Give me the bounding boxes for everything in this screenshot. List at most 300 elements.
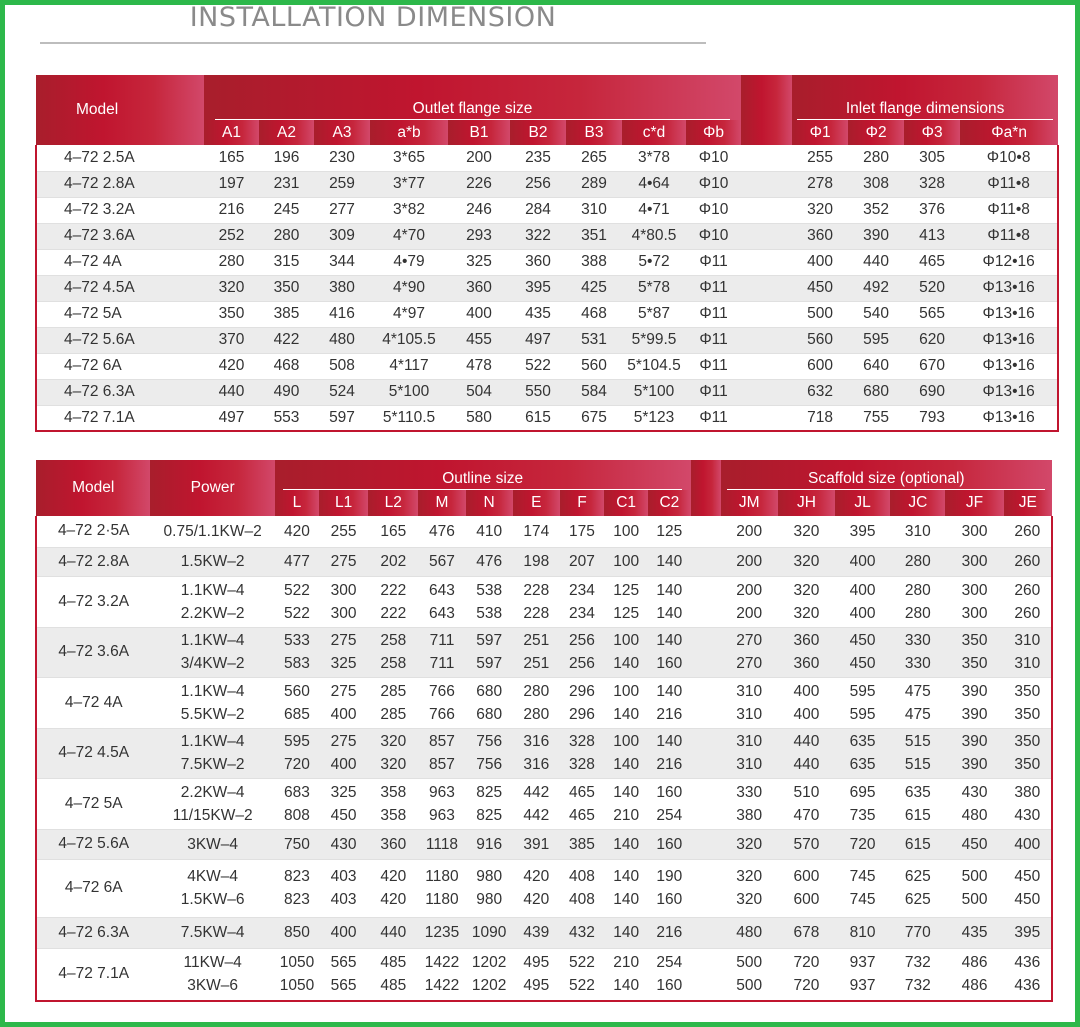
scaffold-value-cell-line: 600 — [793, 891, 820, 908]
outline-value-cell — [604, 778, 648, 829]
outlet-value-cell: 325 — [448, 249, 510, 275]
outlet-value-cell: 4*80.5 — [622, 223, 686, 249]
scaffold-value-cell-line: 475 — [904, 705, 931, 723]
outline-value-cell — [466, 627, 513, 677]
scaffold-value-cell-line: 615 — [904, 806, 931, 824]
model-cell: 4–72 5.6A — [36, 829, 150, 859]
outline-value-cell — [560, 948, 604, 1001]
outlet-value-cell: 216 — [204, 197, 259, 223]
outlet-value-cell: 420 — [204, 353, 259, 379]
scaffold-value-cell-line: 475 — [904, 682, 931, 700]
model-cell: 4–72 4.5A — [36, 275, 204, 301]
inlet-value-cell: 352 — [848, 197, 904, 223]
outline-value-cell — [513, 728, 560, 778]
table-row — [36, 917, 1052, 948]
outline-value-cell-line: 400 — [330, 756, 357, 773]
outline-value-cell-line: 358 — [380, 806, 407, 824]
outline-value-cell — [648, 576, 690, 627]
model-header: Model — [36, 75, 204, 145]
outline-value-cell-line: 583 — [284, 655, 310, 672]
inlet-value-cell: 390 — [848, 223, 904, 249]
scaffold-value-cell-line: 310 — [736, 756, 763, 773]
scaffold-value-cell-line: 260 — [1014, 553, 1041, 570]
outlet-value-cell: 5*100 — [370, 379, 448, 405]
table-row — [36, 859, 1052, 917]
outline-value-cell-line: 391 — [523, 835, 550, 853]
outline-value-cell-line: 256 — [569, 655, 595, 672]
outline-value-cell — [648, 728, 690, 778]
spacer-cell — [691, 627, 721, 677]
scaffold-column-header: JF — [945, 490, 1003, 516]
inlet-value-cell: 565 — [904, 301, 960, 327]
outline-column-header: C2 — [648, 490, 690, 516]
inlet-value-cell: Φ13•16 — [960, 379, 1058, 405]
spacer-cell — [691, 547, 721, 576]
scaffold-value-cell-line: 320 — [793, 604, 820, 622]
outline-value-cell-line: 325 — [330, 655, 357, 672]
spacer-cell — [691, 516, 721, 547]
outline-value-cell — [418, 778, 465, 829]
outline-value-cell-line: 160 — [656, 655, 683, 672]
outline-value-cell — [513, 516, 560, 547]
outline-value-cell — [466, 948, 513, 1001]
outlet-value-cell: 320 — [204, 275, 259, 301]
spacer-cell — [741, 171, 792, 197]
scaffold-value-cell — [778, 576, 835, 627]
scaffold-value-cell — [835, 516, 890, 547]
inlet-value-cell: 600 — [792, 353, 848, 379]
inlet-column-header: Φ1 — [792, 120, 848, 145]
outline-value-cell-line: 216 — [656, 705, 683, 723]
outlet-value-cell: Φ11 — [686, 379, 741, 405]
scaffold-value-cell — [945, 829, 1003, 859]
power-cell — [150, 576, 274, 627]
outline-value-cell-line: 234 — [569, 604, 595, 622]
power-cell — [150, 829, 274, 859]
scaffold-value-cell-line: 300 — [961, 581, 988, 599]
outline-value-cell-line: 140 — [656, 581, 683, 599]
spacer-cell — [741, 223, 792, 249]
power-cell-line: 1.5KW–6 — [180, 891, 245, 908]
outline-value-cell-line: 251 — [523, 655, 550, 672]
outline-value-cell — [604, 829, 648, 859]
spacer-cell — [741, 301, 792, 327]
scaffold-group-label: Scaffold size (optional) — [727, 470, 1045, 490]
scaffold-value-cell-line: 450 — [849, 632, 876, 649]
power-cell-line: 11KW–4 — [183, 954, 242, 972]
inlet-value-cell: Φ10•8 — [960, 145, 1058, 171]
inlet-value-cell: 595 — [848, 327, 904, 353]
scaffold-value-cell — [778, 829, 835, 859]
scaffold-value-cell — [945, 917, 1003, 948]
outlet-value-cell: 230 — [314, 145, 370, 171]
outlet-value-cell: 388 — [566, 249, 622, 275]
outlet-value-cell: 4•64 — [622, 171, 686, 197]
scaffold-value-cell — [890, 948, 945, 1001]
outline-value-cell-line: 275 — [330, 682, 357, 700]
scaffold-value-cell-line: 320 — [793, 553, 820, 570]
scaffold-value-cell-line: 400 — [849, 581, 876, 599]
outline-value-cell — [466, 576, 513, 627]
outline-value-cell-line: 234 — [569, 581, 595, 599]
power-cell-line: 3KW–6 — [187, 977, 239, 995]
outline-value-cell-line: 720 — [284, 756, 310, 773]
outline-value-cell — [418, 728, 465, 778]
outline-value-cell-line: 538 — [476, 581, 503, 599]
outline-value-cell-line: 222 — [380, 581, 407, 599]
outlet-value-cell: 531 — [566, 327, 622, 353]
outlet-value-cell: Φ11 — [686, 405, 741, 431]
scaffold-value-cell-line: 436 — [1014, 954, 1041, 972]
scaffold-value-cell-line: 260 — [1014, 522, 1041, 540]
scaffold-value-cell-line: 635 — [904, 783, 931, 801]
outline-value-cell — [604, 576, 648, 627]
outlet-value-cell: 252 — [204, 223, 259, 249]
outline-value-cell-line: 296 — [569, 682, 595, 700]
header-gap — [741, 120, 792, 145]
scaffold-value-cell — [778, 917, 835, 948]
scaffold-value-cell-line: 937 — [849, 954, 876, 972]
power-cell-line: 1.1KW–4 — [180, 632, 245, 649]
scaffold-column-header: JM — [721, 490, 778, 516]
scaffold-value-cell-line: 732 — [904, 977, 931, 995]
scaffold-value-cell-line: 310 — [736, 733, 763, 750]
inlet-value-cell: 718 — [792, 405, 848, 431]
outline-value-cell-line: 160 — [656, 891, 683, 908]
scaffold-value-cell — [890, 859, 945, 917]
outline-value-cell-line: 857 — [429, 733, 455, 750]
scaffold-value-cell-line: 720 — [793, 977, 820, 995]
scaffold-value-cell-line: 310 — [904, 522, 931, 540]
outline-value-cell — [513, 677, 560, 728]
scaffold-value-cell-line: 470 — [793, 806, 820, 824]
outline-column-header: L2 — [368, 490, 418, 516]
scaffold-value-cell-line: 745 — [849, 868, 876, 885]
outlet-value-cell: Φ11 — [686, 353, 741, 379]
inlet-value-cell: 560 — [792, 327, 848, 353]
scaffold-value-cell — [945, 948, 1003, 1001]
outline-value-cell — [513, 576, 560, 627]
outlet-value-cell: 425 — [566, 275, 622, 301]
inlet-value-cell: Φ11•8 — [960, 197, 1058, 223]
table-row — [36, 223, 1058, 249]
inlet-value-cell: 280 — [848, 145, 904, 171]
scaffold-value-cell-line: 320 — [736, 868, 763, 885]
outline-value-cell — [560, 917, 604, 948]
power-cell — [150, 917, 274, 948]
scaffold-value-cell-line: 350 — [961, 655, 988, 672]
power-cell — [150, 948, 274, 1001]
scaffold-value-cell — [778, 627, 835, 677]
outline-value-cell-line: 358 — [380, 783, 407, 801]
model-cell: 4–72 3.2A — [36, 576, 150, 627]
outline-value-cell — [560, 677, 604, 728]
scaffold-column-header: JC — [890, 490, 945, 516]
outline-value-cell-line: 1180 — [425, 891, 459, 908]
scaffold-value-cell — [1004, 627, 1052, 677]
outline-value-cell-line: 495 — [523, 954, 550, 972]
scaffold-value-cell — [1004, 677, 1052, 728]
outline-value-cell-line: 477 — [284, 553, 310, 570]
inlet-value-cell: 632 — [792, 379, 848, 405]
outlet-value-cell: 504 — [448, 379, 510, 405]
outline-value-cell — [368, 516, 418, 547]
outline-value-cell-line: 400 — [330, 705, 357, 723]
model-cell: 4–72 2.8A — [36, 547, 150, 576]
outlet-value-cell: Φ10 — [686, 145, 741, 171]
power-header: Power — [150, 460, 274, 516]
scaffold-value-cell-line: 440 — [793, 733, 820, 750]
outline-value-cell — [368, 728, 418, 778]
scaffold-value-cell-line: 395 — [849, 522, 876, 540]
scaffold-value-cell-line: 310 — [736, 682, 763, 700]
scaffold-value-cell — [721, 948, 778, 1001]
inlet-column-header: Φ2 — [848, 120, 904, 145]
outline-value-cell — [513, 547, 560, 576]
outline-value-cell — [418, 829, 465, 859]
outline-value-cell — [604, 627, 648, 677]
outline-value-cell-line: 280 — [523, 682, 550, 700]
scaffold-value-cell-line: 436 — [1014, 977, 1041, 995]
power-cell-line: 1.1KW–4 — [180, 682, 245, 700]
scaffold-value-cell — [1004, 516, 1052, 547]
outline-value-cell — [466, 917, 513, 948]
inlet-group-label: Inlet flange dimensions — [797, 100, 1052, 120]
scaffold-value-cell-line: 395 — [1014, 924, 1041, 941]
table-row — [36, 327, 1058, 353]
inlet-value-cell: 440 — [848, 249, 904, 275]
outline-value-cell — [319, 948, 368, 1001]
scaffold-value-cell-line: 937 — [849, 977, 876, 995]
outline-value-cell-line: 160 — [656, 835, 683, 853]
inlet-value-cell: 400 — [792, 249, 848, 275]
power-cell-line: 5.5KW–2 — [180, 705, 245, 723]
scaffold-value-cell — [835, 547, 890, 576]
outline-value-cell — [513, 859, 560, 917]
outline-value-cell-line: 228 — [523, 581, 550, 599]
outline-value-cell-line: 711 — [429, 632, 455, 649]
outline-value-cell-line: 680 — [476, 705, 503, 723]
outline-value-cell-line: 403 — [330, 868, 357, 885]
outlet-value-cell: 597 — [314, 405, 370, 431]
outline-value-cell — [418, 547, 465, 576]
power-cell-line: 1.1KW–4 — [180, 733, 245, 750]
outlet-value-cell: 280 — [204, 249, 259, 275]
spacer-cell — [691, 778, 721, 829]
scaffold-value-cell — [778, 948, 835, 1001]
scaffold-value-cell — [721, 576, 778, 627]
outline-value-cell-line: 403 — [330, 891, 357, 908]
scaffold-column-header: JE — [1004, 490, 1052, 516]
outlet-value-cell: 310 — [566, 197, 622, 223]
outline-value-cell-line: 980 — [476, 868, 503, 885]
outline-value-cell-line: 210 — [613, 954, 640, 972]
outline-value-cell-line: 420 — [380, 891, 407, 908]
scaffold-value-cell — [890, 829, 945, 859]
outline-value-cell — [368, 859, 418, 917]
scaffold-value-cell-line: 515 — [904, 733, 931, 750]
scaffold-value-cell-line: 200 — [736, 522, 763, 540]
scaffold-value-cell — [721, 547, 778, 576]
outline-value-cell — [648, 829, 690, 859]
outline-value-cell-line: 643 — [429, 581, 455, 599]
outlet-value-cell: 265 — [566, 145, 622, 171]
scaffold-value-cell-line: 200 — [736, 604, 763, 622]
outline-value-cell-line: 210 — [613, 806, 640, 824]
scaffold-value-cell — [1004, 547, 1052, 576]
table-row — [36, 677, 1052, 728]
outline-value-cell — [560, 516, 604, 547]
outlet-value-cell: 360 — [510, 249, 566, 275]
scaffold-value-cell — [945, 516, 1003, 547]
scaffold-value-cell-line: 390 — [961, 756, 988, 773]
inlet-value-cell: 500 — [792, 301, 848, 327]
scaffold-value-cell — [778, 728, 835, 778]
power-cell-line: 7.5KW–4 — [180, 924, 245, 941]
outline-value-cell-line: 300 — [330, 581, 357, 599]
outline-value-cell-line: 140 — [613, 705, 640, 723]
table-row — [36, 353, 1058, 379]
outline-value-cell — [319, 829, 368, 859]
outlet-value-cell: 497 — [510, 327, 566, 353]
scaffold-value-cell — [778, 516, 835, 547]
inlet-column-header: Φa*n — [960, 120, 1058, 145]
outlet-value-cell: 468 — [259, 353, 314, 379]
outline-value-cell-line: 100 — [613, 733, 640, 750]
scaffold-value-cell-line: 300 — [961, 553, 988, 570]
scaffold-value-cell — [1004, 778, 1052, 829]
outline-value-cell-line: 476 — [476, 553, 503, 570]
outline-value-cell — [275, 547, 319, 576]
scaffold-value-cell-line: 595 — [849, 682, 876, 700]
outline-value-cell-line: 567 — [429, 553, 455, 570]
scaffold-column-header: JL — [835, 490, 890, 516]
outline-value-cell — [560, 778, 604, 829]
outline-column-header: E — [513, 490, 560, 516]
table-row — [36, 379, 1058, 405]
outlet-value-cell: 350 — [259, 275, 314, 301]
outlet-column-header: Φb — [686, 120, 741, 145]
spacer-cell — [691, 677, 721, 728]
outlet-value-cell: 675 — [566, 405, 622, 431]
inlet-value-cell: Φ13•16 — [960, 275, 1058, 301]
outlet-value-cell: 235 — [510, 145, 566, 171]
outline-value-cell-line: 476 — [429, 522, 455, 540]
outline-value-cell-line: 100 — [613, 522, 640, 540]
outlet-value-cell: 165 — [204, 145, 259, 171]
inlet-value-cell: 670 — [904, 353, 960, 379]
outline-value-cell-line: 485 — [380, 977, 407, 995]
outlet-value-cell: 440 — [204, 379, 259, 405]
outlet-value-cell: 370 — [204, 327, 259, 353]
outline-value-cell — [513, 778, 560, 829]
scaffold-value-cell — [890, 547, 945, 576]
scaffold-value-cell-line: 280 — [904, 553, 931, 570]
outlet-value-cell: 226 — [448, 171, 510, 197]
outline-value-cell — [648, 677, 690, 728]
inlet-value-cell: 755 — [848, 405, 904, 431]
spacer-cell — [691, 829, 721, 859]
outline-dimension-table — [35, 460, 1053, 1002]
outlet-value-cell: 416 — [314, 301, 370, 327]
outline-value-cell — [275, 576, 319, 627]
outlet-value-cell: 4*97 — [370, 301, 448, 327]
outlet-value-cell: 385 — [259, 301, 314, 327]
inlet-value-cell: 278 — [792, 171, 848, 197]
outline-value-cell — [275, 778, 319, 829]
outline-group-label: Outline size — [283, 470, 682, 490]
model-cell: 4–72 3.6A — [36, 223, 204, 249]
inlet-value-cell: 413 — [904, 223, 960, 249]
outlet-group-label: Outlet flange size — [215, 100, 731, 120]
outline-value-cell — [560, 829, 604, 859]
outline-value-cell-line: 495 — [523, 977, 550, 995]
table-row — [36, 948, 1052, 1001]
scaffold-value-cell-line: 430 — [961, 783, 988, 801]
outline-column-header: C1 — [604, 490, 648, 516]
outline-value-cell-line: 254 — [656, 954, 683, 972]
outline-value-cell — [604, 948, 648, 1001]
scaffold-value-cell-line: 480 — [961, 806, 988, 824]
outline-value-cell-line: 756 — [476, 733, 503, 750]
inlet-value-cell: 255 — [792, 145, 848, 171]
outline-value-cell-line: 439 — [523, 924, 550, 941]
scaffold-value-cell-line: 400 — [793, 705, 820, 723]
scaffold-value-cell — [1004, 948, 1052, 1001]
scaffold-value-cell-line: 400 — [793, 682, 820, 700]
outline-value-cell-line: 825 — [476, 783, 503, 801]
spacer-cell — [741, 353, 792, 379]
outline-value-cell — [368, 627, 418, 677]
outlet-value-cell: 422 — [259, 327, 314, 353]
model-cell: 4–72 4A — [36, 677, 150, 728]
outline-value-cell — [319, 917, 368, 948]
model-cell: 4–72 7.1A — [36, 405, 204, 431]
header-gap — [691, 490, 721, 516]
scaffold-value-cell — [721, 917, 778, 948]
scaffold-value-cell-line: 380 — [736, 806, 763, 824]
outlet-value-cell: 4*70 — [370, 223, 448, 249]
model-cell: 4–72 3.6A — [36, 627, 150, 677]
scaffold-value-cell-line: 486 — [961, 977, 988, 995]
outlet-value-cell: 580 — [448, 405, 510, 431]
outline-value-cell-line: 255 — [330, 522, 357, 540]
model-cell: 4–72 5.6A — [36, 327, 204, 353]
table-row — [36, 627, 1052, 677]
scaffold-value-cell-line: 480 — [736, 924, 763, 941]
outline-value-cell — [368, 778, 418, 829]
model-cell: 4–72 6A — [36, 353, 204, 379]
outlet-value-cell: 584 — [566, 379, 622, 405]
outlet-value-cell: 5*99.5 — [622, 327, 686, 353]
scaffold-value-cell-line: 500 — [961, 891, 988, 908]
outlet-value-cell: 4*105.5 — [370, 327, 448, 353]
table-row — [36, 547, 1052, 576]
spacer-cell — [691, 859, 721, 917]
spacer-cell — [741, 405, 792, 431]
scaffold-value-cell — [778, 859, 835, 917]
outline-value-cell-line: 275 — [330, 733, 357, 750]
outlet-value-cell: 3*82 — [370, 197, 448, 223]
outline-value-cell-line: 442 — [523, 783, 550, 801]
scaffold-value-cell — [835, 576, 890, 627]
scaffold-value-cell-line: 390 — [961, 705, 988, 723]
scaffold-value-cell — [835, 677, 890, 728]
outline-value-cell — [604, 728, 648, 778]
table-row — [36, 405, 1058, 431]
model-cell: 4–72 2.5A — [36, 145, 204, 171]
scaffold-value-cell-line: 745 — [849, 891, 876, 908]
